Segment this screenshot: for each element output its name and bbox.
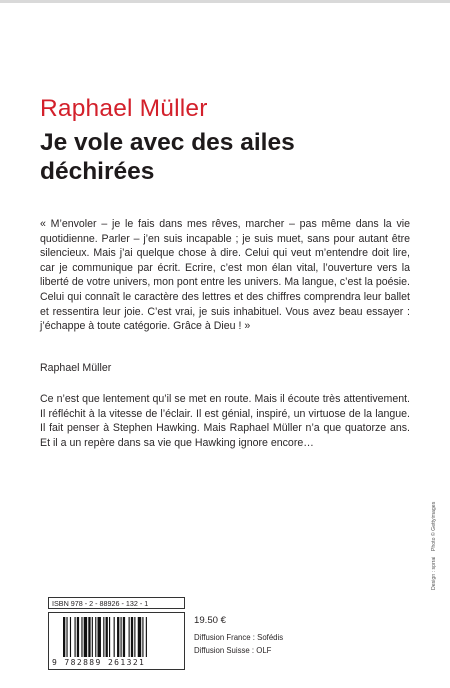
design-credit: Design : sprrai: [431, 556, 437, 590]
quote-signature: Raphael Müller: [40, 362, 112, 374]
isbn: ISBN 978 - 2 - 88926 - 132 - 1: [48, 597, 185, 609]
barcode: [48, 612, 185, 670]
barcode-digits: 9 782889 261321: [52, 658, 146, 667]
distribution-suisse: Diffusion Suisse : OLF: [194, 646, 272, 655]
photo-credit: Photo © Gettyimages: [431, 501, 437, 552]
barcode-bars: [63, 617, 173, 657]
price: 19.50 €: [194, 615, 227, 626]
author-quote: « M’envoler – je le fais dans mes rêves, marcher – pas même dans la vie quotidienne. Parler – j’en suis incapable ; je suis muet, sans pour autant être silencieux. Mais j’ai quelque chose à dire. Celui qui veut m’entendre doit lire, car je communique par écrit. Ecrire, c’est mon élan vital, l’ouverture vers la liberté de votre univers, mon pont entre les univers. Ma langue, c’est la poésie. Celui qui connaît le caractère des lettres et des chiffres comprendra leur ballet et ressentira leur joie. C’est vrai, je suis inhabituel. Vous avez beau essayer : j’échappe à toute catégorie. Grâce à Dieu ! »: [40, 218, 410, 333]
top-edge: [0, 0, 450, 3]
cover-credits: [431, 460, 441, 590]
book-blurb: Ce n’est que lentement qu’il se met en route. Mais il écoute très attentivement. Il réfléchit à la vitesse de l’éclair. Il est génial, inspiré, un virtuose de la langue. Il fait penser à Stephen Hawking. Mais Raphael Müller n’a que quatorze ans. Et il a un repère dans sa vie que Hawking ignore encore…: [40, 393, 410, 449]
distribution-france: Diffusion France : Sofédis: [194, 633, 284, 642]
title-line-2: déchirées: [40, 158, 155, 185]
book-title: [40, 128, 295, 186]
author-name: Raphael Müller: [40, 95, 208, 122]
title-line-1: Je vole avec des ailes: [40, 129, 295, 156]
